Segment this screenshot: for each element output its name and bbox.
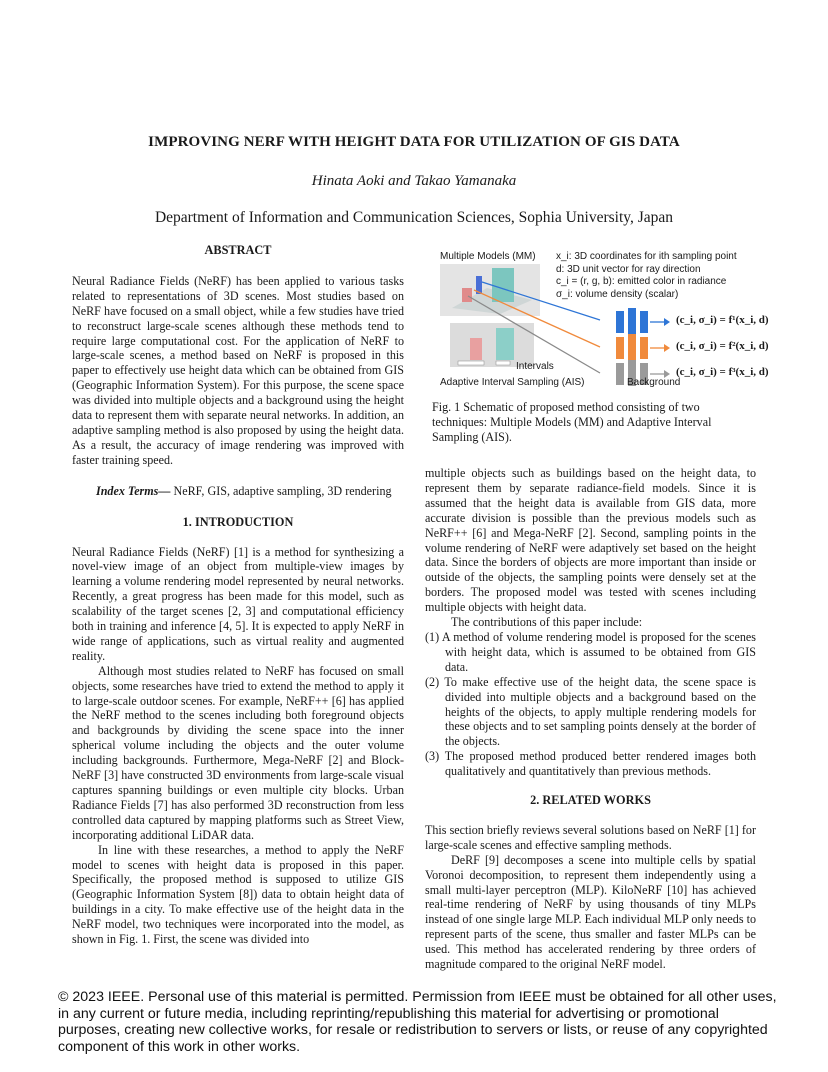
intro-paragraph-4: multiple objects such as buildings based on the height data, to represent them by separate radiance-field models. Since it is assumed that the height data is available from GIS data, more accurate division is possible than the previous models such as NeRF++ [6] and Mega-NeRF [2]. Second, sampling points in the volume rendering of NeRF were adaptively set based on the height data. Since the borders of objects are more important than inside or outside of the objects, the sampling points were densely set at the borders. The proposed model was tested with scenes including multiple objects with height data.: [425, 466, 756, 615]
mlp-1-block-a: [616, 311, 624, 333]
right-column: [425, 466, 756, 972]
figure-legend: [556, 251, 737, 301]
legend-line-1: x_i: 3D coordinates for ith sampling point: [556, 251, 737, 262]
figure-label-ais: Adaptive Interval Sampling (AIS): [440, 377, 585, 388]
index-terms-text: NeRF, GIS, adaptive sampling, 3D rendering: [170, 483, 392, 498]
contribution-item-2: (2) To make effective use of the height data, the scene space is divided into multiple objects and a background based on the heights of the objects, to apply multiple rendering models for these objects and to set sampling points densely at the border of the objects.: [425, 674, 756, 749]
abstract-heading: ABSTRACT: [204, 243, 272, 257]
left-column: [72, 243, 404, 947]
paper-title: IMPROVING NERF WITH HEIGHT DATA FOR UTILIZATION OF GIS DATA: [148, 134, 680, 150]
mm-building-red: [462, 288, 472, 302]
contribution-item-1: (1) A method of volume rendering model is proposed for the scenes with height data, which is assumed to be obtained from GIS data.: [425, 629, 756, 674]
mlp-2-arrowhead: [664, 344, 670, 352]
ais-building-red: [470, 338, 482, 360]
legend-line-3: c_i = (r, g, b): emitted color in radiance: [556, 276, 727, 288]
mm-building-teal: [492, 268, 514, 302]
paper-authors: Hinata Aoki and Takao Yamanaka: [311, 173, 517, 189]
mlp-3-block-a: [616, 363, 624, 385]
paper-affiliation: Department of Information and Communication Sciences, Sophia University, Japan: [154, 209, 674, 226]
figure-1-caption: Fig. 1 Schematic of proposed method consisting of two techniques: Multiple Models (MM) and Adaptive Interval Sampling (AIS).: [432, 400, 712, 444]
figure-label-mm: Multiple Models (MM): [440, 251, 536, 262]
equation-3: (c_i, σ_i) = f³(x_i, d): [676, 366, 769, 378]
mlp-1-block-c: [640, 311, 648, 333]
index-terms-label: Index Terms—: [96, 483, 171, 498]
copyright-notice: © 2023 IEEE. Personal use of this material is permitted. Permission from IEEE must be obtained for all other uses, in any current or future media, including reprinting/republishing this material for advertising or promotional purposes, creating new collective works, for resale or redistribution to servers or lists, or reuse of any copyrighted component of this work in other works.: [58, 989, 777, 1055]
mlp-2-block-a: [616, 337, 624, 359]
index-terms: [72, 484, 404, 499]
ais-intervals-right: [496, 361, 510, 365]
mlp-2-block-c: [640, 337, 648, 359]
mlp-1-arrowhead: [664, 318, 670, 326]
intro-paragraph-2: Although most studies related to NeRF has focused on small objects, some researches have tried to extend the method to apply it to large-scale outdoor scenes. For example, NeRF++ [6] has applied the NeRF method to the scenes including both foreground objects and backgrounds by dividing the scene space into the inner spherical volume including the objects and the outer volume including backgrounds. Furthermore, Mega-NeRF [2] and Block-NeRF [3] have constructed 3D environments from large-scale visual captures spanning buildings or even multiple city blocks. Urban Radiance Fields [7] has also performed 3D reconstruction from less controlled data captured by mapping platforms such as Street View, incorporating additional LiDAR data.: [72, 663, 404, 842]
abstract-text: Neural Radiance Fields (NeRF) has been applied to various tasks related to representations of 3D scenes. Most studies based on NeRF have focused on a small object, while a few studies have tried to reconstruct large-scale scenes although these methods tend to require large computational cost. For the application of NeRF to large-scale scenes, a method based on NeRF is proposed in this paper to effectively use height data which can be obtained from GIS (Geographic Information System). For this purpose, the scene space was divided into multiple objects and a background using the height data to represent them with separate neural networks. In addition, an adaptive sampling method is also proposed by using the height data. As a result, the accuracy of image rendering was improved with faster training speed.: [72, 273, 404, 467]
equation-2: (c_i, σ_i) = f²(x_i, d): [676, 340, 769, 352]
legend-line-4: σ_i: volume density (scalar): [556, 288, 679, 300]
related-works-heading: 2. RELATED WORKS: [530, 793, 651, 808]
related-paragraph-2: DeRF [9] decomposes a scene into multiple cells by spatial Voronoi decomposition, to represent them independently using a small multi-layer perceptron (MLP). KiloNeRF [10] has achieved real-time rendering of NeRF by using thousands of tiny MLPs instead of one single large MLP. Each individual MLP only needs to represent parts of the scene, thus smaller and faster MLPs can be used. This method has accelerated rendering by three orders of magnitude compared to the original NeRF model.: [425, 852, 756, 972]
intro-paragraph-1: Neural Radiance Fields (NeRF) [1] is a method for synthesizing a novel-view image of an object from multiple-view images by learning a volume rendering model represented by neural networks. Recently, a great progress has been made for this model, such as scalability of the target scenes [2, 3] and computational efficiency both in training and inference [4, 5]. It is expected to apply NeRF in wide range of applications, such as virtual reality and augmented reality.: [72, 544, 404, 663]
equation-1: (c_i, σ_i) = f¹(x_i, d): [676, 314, 769, 326]
legend-line-2: d: 3D unit vector for ray direction: [556, 263, 701, 275]
related-paragraph-1: This section briefly reviews several solutions based on NeRF [1] for large-scale scenes and effective sampling methods.: [425, 822, 756, 852]
ais-building-teal: [496, 328, 514, 360]
contribution-item-3: (3) The proposed method produced better rendered images both qualitatively and quantitatively than previous methods.: [425, 749, 756, 779]
intro-paragraph-3: In line with these researches, a method to apply the NeRF model to scenes with height data is proposed in this paper. Specifically, the proposed method is supposed to utilize GIS (Geographic Information System [8]) data to obtain height data of buildings in a city. To make effective use of the height data in the NeRF model, two techniques were incorporated into the model, as shown in Fig. 1. First, the scene was divided into: [72, 842, 404, 947]
ais-intervals-left: [458, 361, 484, 365]
intro-heading: 1. INTRODUCTION: [182, 514, 294, 529]
mlp-2-block-b: [628, 334, 636, 360]
figure-label-intervals: Intervals: [516, 361, 554, 372]
figure-label-background: Background: [627, 377, 681, 388]
mlp-1-block-b: [628, 308, 636, 334]
contributions-intro: The contributions of this paper include:: [451, 615, 643, 630]
